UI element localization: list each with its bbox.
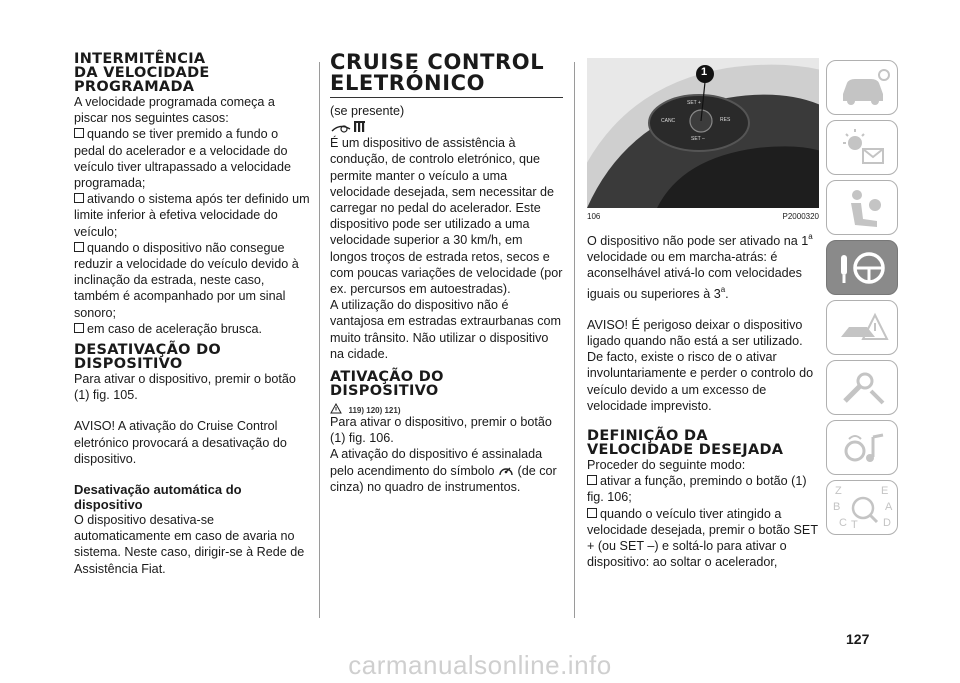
button-label-canc: CANC xyxy=(661,118,676,124)
checkbox-bullet-icon xyxy=(587,475,597,485)
column-divider xyxy=(319,62,320,618)
deactivation-text: Para ativar o dispositivo, premir o botão (1) fig. 105. xyxy=(74,372,296,403)
breakdown-icon xyxy=(827,301,899,356)
warning-light-icon xyxy=(827,121,899,176)
tab-maintenance[interactable] xyxy=(826,360,898,415)
column-right xyxy=(587,58,819,570)
gear-restriction-text: O dispositivo não pode ser ativado na 1$^a$ velocidade ou em marcha-atrás: é aconselhável ativá-lo com velocidades iguais ou superiores à 3$^a$. xyxy=(587,232,813,301)
title-underline xyxy=(330,97,563,98)
button-label-set-plus: SET + xyxy=(687,100,701,106)
tab-safety[interactable] xyxy=(826,180,898,235)
page-number: 127 xyxy=(846,631,870,647)
steering-wheel-icon xyxy=(827,241,899,296)
heading-definicao: DEFINIÇÃO DA VELOCIDADE DESEJADA xyxy=(587,428,784,459)
callout-leader-icon xyxy=(587,58,819,208)
column-left xyxy=(74,52,310,577)
list-item: ativar a função, premindo o botão (1) fig. 106; xyxy=(587,474,807,505)
index-letter: C xyxy=(839,517,847,529)
list-item: quando se tiver premido a fundo o pedal do acelerador e a velocidade do veículo tiver ultrapassado a velocidade programada; xyxy=(74,127,292,191)
deactivation-warning: AVISO! A ativação do Cruise Control eletrónico provocará a desativação do dispositivo. xyxy=(74,419,287,466)
checkbox-bullet-icon xyxy=(74,242,84,252)
heading-ativacao: ATIVAÇÃO DO DISPOSITIVO xyxy=(330,369,444,400)
activation-text-2: A ativação do dispositivo é assinalada pelo acendimento do símbolo (de cor cinza) no quadro de instrumentos. xyxy=(330,447,557,494)
subtitle: (se presente) xyxy=(330,104,405,118)
button-label-res: RES xyxy=(720,117,731,123)
button-label-set-minus: SET – xyxy=(691,136,705,142)
multimedia-icon xyxy=(827,421,899,476)
tab-multimedia[interactable] xyxy=(826,420,898,475)
procedure-intro: Proceder do seguinte modo: xyxy=(587,458,746,473)
warning-references: 119) 120) 121) xyxy=(330,400,563,414)
index-letter: A xyxy=(885,501,893,513)
danger-warning: AVISO! É perigoso deixar o dispositivo ligado quando não está a ser utilizado. De facto, existe o risco de o ativar involuntariamente e perder o controlo do veículo devido a um excesso de velocidade imprevisto. xyxy=(587,317,814,413)
cruise-intro-2: A utilização do dispositivo não é vantajosa em estradas extraurbanas com muito trânsito. Não utilizar o dispositivo na cidade. xyxy=(330,298,562,361)
tab-index[interactable] xyxy=(826,480,898,535)
tab-starting-driving[interactable] xyxy=(826,240,898,295)
watermark: carmanualsonline.info xyxy=(348,650,612,680)
tab-car[interactable] xyxy=(826,60,898,115)
wrench-service-icon xyxy=(827,361,899,416)
figure-caption: 106 P2000320 xyxy=(587,212,819,221)
page-title: CRUISE CONTROL ELETRÓNICO xyxy=(330,50,545,95)
seat-airbag-icon xyxy=(827,181,899,236)
availability-icon xyxy=(330,119,563,135)
auto-deactivation-text: O dispositivo desativa-se automaticamente em caso de avaria no sistema. Neste caso, dirigir-se à Rede de Assistência Fiat. xyxy=(74,513,305,576)
list-item: ativando o sistema após ter definido um limite inferior à efetiva velocidade do veículo; xyxy=(74,192,310,239)
heading-intermitencia: INTERMITÊNCIA DA VELOCIDADE PROGRAMADA xyxy=(74,51,210,95)
cruise-control-symbol-icon xyxy=(498,464,514,477)
heading-desativacao: DESATIVAÇÃO DO DISPOSITIVO xyxy=(74,342,222,373)
index-letter: D xyxy=(883,517,891,529)
checkbox-bullet-icon xyxy=(74,193,84,203)
tab-emergency[interactable] xyxy=(826,300,898,355)
tab-warning-lights[interactable] xyxy=(826,120,898,175)
checkbox-bullet-icon xyxy=(587,508,597,518)
figure-steering-wheel xyxy=(587,58,819,208)
checkbox-bullet-icon xyxy=(74,323,84,333)
column-middle xyxy=(330,52,563,495)
index-letter: E xyxy=(881,485,889,497)
index-letter: B xyxy=(833,501,841,513)
heading-desativacao-automatica: Desativação automática do dispositivo xyxy=(74,482,242,513)
warning-triangle-icon xyxy=(330,403,342,414)
list-item: quando o veículo tiver atingido a velocidade desejada, premir o botão SET + (ou SET –) e soltá-lo para ativar o dispositivo: ao soltar o acelerador, xyxy=(587,506,818,570)
column-divider xyxy=(574,62,575,618)
list-item: quando o dispositivo não consegue reduzir a velocidade do veículo devido à inclinação da estrada, neste caso, também é acompanhado por um sinal sonoro; xyxy=(74,240,299,320)
index-letter: Z xyxy=(835,485,842,497)
list-item: em caso de aceleração brusca. xyxy=(74,321,310,337)
intro-text: A velocidade programada começa a piscar nos seguintes casos: xyxy=(74,95,275,126)
index-letter: T xyxy=(851,519,858,531)
cruise-intro: É um dispositivo de assistência à condução, de controlo eletrónico, que permite manter o veículo a uma velocidade desejada, sem necessitar de carregar no pedal do acelerador. Este dispositivo pode ser utilizado a uma velocidade superior a 30 km/h, em longos troços de estrada retos, secos e com poucas variações de velocidade (por ex. percursos em autoestradas). xyxy=(330,136,563,297)
car-icon xyxy=(827,61,899,116)
callout-number: 1 xyxy=(701,66,708,78)
chapter-sidebar xyxy=(826,60,900,540)
checkbox-bullet-icon xyxy=(74,128,84,138)
activation-text: Para ativar o dispositivo, premir o botão (1) fig. 106. xyxy=(330,415,552,446)
